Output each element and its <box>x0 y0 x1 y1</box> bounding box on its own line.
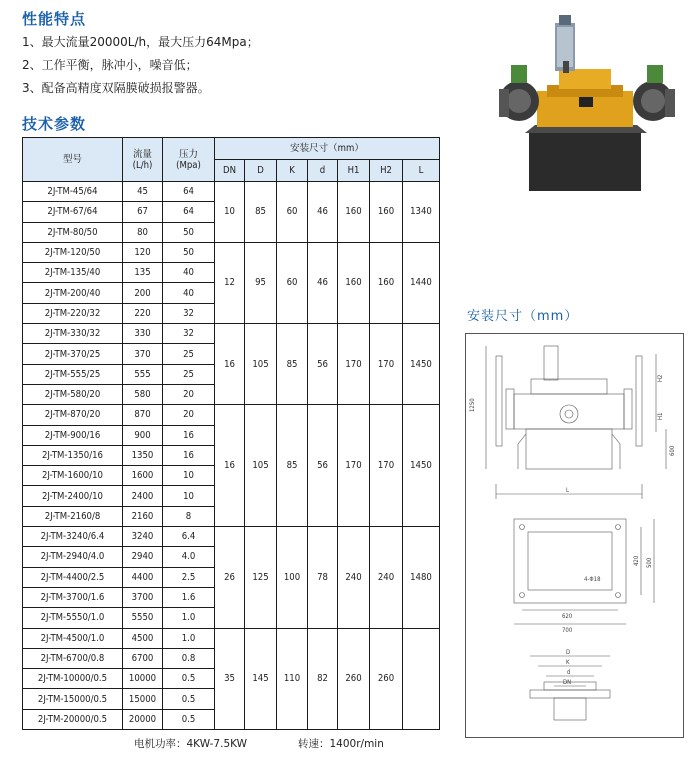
motor-speed: 转速：1400r/min <box>298 738 384 750</box>
cell-dim: 240 <box>370 527 403 628</box>
pump-photo <box>497 15 677 197</box>
cell-model: 2J-TM-120/50 <box>23 242 123 262</box>
table-row <box>23 242 440 262</box>
cell-model: 2J-TM-2400/10 <box>23 486 123 506</box>
header-flow-unit: (L/h) <box>132 159 153 171</box>
cell-pressure: 50 <box>163 242 215 262</box>
cell-pressure: 1.0 <box>163 628 215 648</box>
cell-pressure: 40 <box>163 283 215 303</box>
cell-pressure: 20 <box>163 384 215 404</box>
cell-model: 2J-TM-67/64 <box>23 202 123 222</box>
cell-pressure: 16 <box>163 445 215 465</box>
cell-dim: 85 <box>277 405 308 527</box>
feature-item: 3、配备高精度双隔膜破损报警器。 <box>22 81 210 95</box>
table-row <box>23 628 440 648</box>
cell-model: 2J-TM-870/20 <box>23 405 123 425</box>
cell-pressure: 10 <box>163 486 215 506</box>
dim-k: K <box>566 659 570 666</box>
install-diagram <box>466 334 683 737</box>
header-dim: H1 <box>338 160 370 182</box>
cell-pressure: 6.4 <box>163 527 215 547</box>
cell-flow: 4500 <box>123 628 163 648</box>
cell-dim: 160 <box>370 182 403 243</box>
cell-flow: 555 <box>123 364 163 384</box>
feature-item: 2、工作平衡，脉冲小，噪音低； <box>22 58 198 72</box>
cell-dim: 46 <box>308 242 338 323</box>
header-dim: DN <box>215 160 245 182</box>
cell-dim: 12 <box>215 242 245 323</box>
cell-pressure: 10 <box>163 466 215 486</box>
header-install: 安装尺寸（mm） <box>215 138 440 160</box>
cell-flow: 2400 <box>123 486 163 506</box>
cell-flow: 3700 <box>123 587 163 607</box>
cell-flow: 2160 <box>123 506 163 526</box>
header-pressure-unit: (Mpa) <box>176 159 201 171</box>
cell-dim: 82 <box>308 628 338 729</box>
cell-pressure: 0.5 <box>163 689 215 709</box>
install-diagram-panel <box>465 333 684 738</box>
table-row <box>23 182 440 202</box>
dim-d-small: d <box>567 669 571 676</box>
cell-pressure: 64 <box>163 182 215 202</box>
cell-model: 2J-TM-200/40 <box>23 283 123 303</box>
cell-model: 2J-TM-2940/4.0 <box>23 547 123 567</box>
cell-flow: 15000 <box>123 689 163 709</box>
cell-pressure: 32 <box>163 324 215 344</box>
cell-model: 2J-TM-900/16 <box>23 425 123 445</box>
dim-hole: 4-Φ18 <box>584 576 601 583</box>
cell-pressure: 4.0 <box>163 547 215 567</box>
cell-flow: 135 <box>123 263 163 283</box>
cell-pressure: 1.0 <box>163 608 215 628</box>
cell-flow: 80 <box>123 222 163 242</box>
header-pressure <box>163 138 215 182</box>
cell-flow: 220 <box>123 303 163 323</box>
table-row <box>23 324 440 344</box>
cell-dim: 1340 <box>403 182 440 243</box>
table-row <box>23 405 440 425</box>
cell-model: 2J-TM-330/32 <box>23 324 123 344</box>
cell-model: 2J-TM-1600/10 <box>23 466 123 486</box>
cell-flow: 330 <box>123 324 163 344</box>
cell-flow: 67 <box>123 202 163 222</box>
cell-model: 2J-TM-3700/1.6 <box>23 587 123 607</box>
cell-dim: 125 <box>245 527 277 628</box>
cell-model: 2J-TM-80/50 <box>23 222 123 242</box>
cell-dim: 105 <box>245 405 277 527</box>
spec-table <box>22 137 440 730</box>
cell-dim <box>403 628 440 729</box>
cell-pressure: 2.5 <box>163 567 215 587</box>
cell-model: 2J-TM-10000/0.5 <box>23 669 123 689</box>
cell-dim: 10 <box>215 182 245 243</box>
cell-model: 2J-TM-6700/0.8 <box>23 648 123 668</box>
cell-flow: 870 <box>123 405 163 425</box>
cell-dim: 26 <box>215 527 245 628</box>
cell-flow: 4400 <box>123 567 163 587</box>
cell-model: 2J-TM-4500/1.0 <box>23 628 123 648</box>
cell-flow: 45 <box>123 182 163 202</box>
cell-dim: 1440 <box>403 242 440 323</box>
cell-dim: 105 <box>245 324 277 405</box>
cell-pressure: 32 <box>163 303 215 323</box>
header-dim: H2 <box>370 160 403 182</box>
install-title: 安装尺寸（mm） <box>467 309 579 324</box>
header-dim: d <box>308 160 338 182</box>
cell-dim: 170 <box>370 405 403 527</box>
cell-dim: 260 <box>338 628 370 729</box>
cell-dim: 170 <box>338 405 370 527</box>
cell-dim: 56 <box>308 324 338 405</box>
cell-pressure: 0.5 <box>163 669 215 689</box>
dim-l: L <box>566 487 570 494</box>
cell-pressure: 50 <box>163 222 215 242</box>
cell-flow: 2940 <box>123 547 163 567</box>
cell-model: 2J-TM-555/25 <box>23 364 123 384</box>
cell-model: 2J-TM-45/64 <box>23 182 123 202</box>
dim-700: 700 <box>562 627 573 634</box>
dim-1250: 1250 <box>469 398 476 412</box>
cell-dim: 1450 <box>403 324 440 405</box>
cell-flow: 580 <box>123 384 163 404</box>
cell-flow: 200 <box>123 283 163 303</box>
cell-dim: 85 <box>277 324 308 405</box>
cell-flow: 3240 <box>123 527 163 547</box>
cell-model: 2J-TM-5550/1.0 <box>23 608 123 628</box>
cell-dim: 16 <box>215 405 245 527</box>
cell-flow: 1600 <box>123 466 163 486</box>
cell-flow: 370 <box>123 344 163 364</box>
cell-pressure: 1.6 <box>163 587 215 607</box>
cell-model: 2J-TM-135/40 <box>23 263 123 283</box>
cell-model: 2J-TM-20000/0.5 <box>23 709 123 729</box>
cell-pressure: 40 <box>163 263 215 283</box>
cell-model: 2J-TM-1350/16 <box>23 445 123 465</box>
dim-420: 420 <box>633 555 640 566</box>
cell-pressure: 8 <box>163 506 215 526</box>
cell-dim: 60 <box>277 182 308 243</box>
cell-dim: 56 <box>308 405 338 527</box>
cell-flow: 6700 <box>123 648 163 668</box>
motor-power: 电机功率：4KW-7.5KW <box>134 738 248 750</box>
cell-dim: 260 <box>370 628 403 729</box>
cell-pressure: 20 <box>163 405 215 425</box>
cell-dim: 170 <box>338 324 370 405</box>
cell-model: 2J-TM-2160/8 <box>23 506 123 526</box>
cell-model: 2J-TM-370/25 <box>23 344 123 364</box>
header-dim: K <box>277 160 308 182</box>
cell-dim: 160 <box>338 182 370 243</box>
cell-pressure: 25 <box>163 364 215 384</box>
cell-flow: 900 <box>123 425 163 445</box>
dim-h2: H2 <box>657 374 664 382</box>
feature-item: 1、最大流量20000L/h，最大压力64Mpa； <box>22 35 259 49</box>
cell-model: 2J-TM-4400/2.5 <box>23 567 123 587</box>
cell-dim: 240 <box>338 527 370 628</box>
header-flow <box>123 138 163 182</box>
cell-flow: 10000 <box>123 669 163 689</box>
cell-dim: 1450 <box>403 405 440 527</box>
cell-pressure: 25 <box>163 344 215 364</box>
header-dim: D <box>245 160 277 182</box>
cell-dim: 78 <box>308 527 338 628</box>
cell-flow: 120 <box>123 242 163 262</box>
cell-dim: 110 <box>277 628 308 729</box>
specs-title: 技术参数 <box>22 115 87 133</box>
cell-dim: 95 <box>245 242 277 323</box>
header-dim: L <box>403 160 440 182</box>
dim-dn: DN <box>563 679 572 686</box>
cell-model: 2J-TM-15000/0.5 <box>23 689 123 709</box>
cell-dim: 160 <box>338 242 370 323</box>
cell-flow: 1350 <box>123 445 163 465</box>
cell-model: 2J-TM-3240/6.4 <box>23 527 123 547</box>
table-row <box>23 527 440 547</box>
cell-dim: 160 <box>370 242 403 323</box>
cell-model: 2J-TM-580/20 <box>23 384 123 404</box>
dim-500: 500 <box>646 557 653 568</box>
dim-620: 620 <box>562 613 573 620</box>
cell-flow: 5550 <box>123 608 163 628</box>
header-pressure-label: 压力 <box>178 148 198 160</box>
dim-h1: H1 <box>657 412 664 420</box>
cell-dim: 16 <box>215 324 245 405</box>
cell-dim: 170 <box>370 324 403 405</box>
cell-pressure: 64 <box>163 202 215 222</box>
cell-dim: 60 <box>277 242 308 323</box>
header-model: 型号 <box>23 138 123 182</box>
dim-600: 600 <box>669 445 676 456</box>
cell-dim: 85 <box>245 182 277 243</box>
cell-dim: 100 <box>277 527 308 628</box>
cell-pressure: 16 <box>163 425 215 445</box>
cell-dim: 145 <box>245 628 277 729</box>
features-title: 性能特点 <box>22 10 87 28</box>
cell-pressure: 0.5 <box>163 709 215 729</box>
dim-d: D <box>566 649 571 656</box>
cell-pressure: 0.8 <box>163 648 215 668</box>
cell-dim: 1480 <box>403 527 440 628</box>
cell-flow: 20000 <box>123 709 163 729</box>
cell-dim: 35 <box>215 628 245 729</box>
cell-dim: 46 <box>308 182 338 243</box>
header-flow-label: 流量 <box>132 148 152 160</box>
cell-model: 2J-TM-220/32 <box>23 303 123 323</box>
